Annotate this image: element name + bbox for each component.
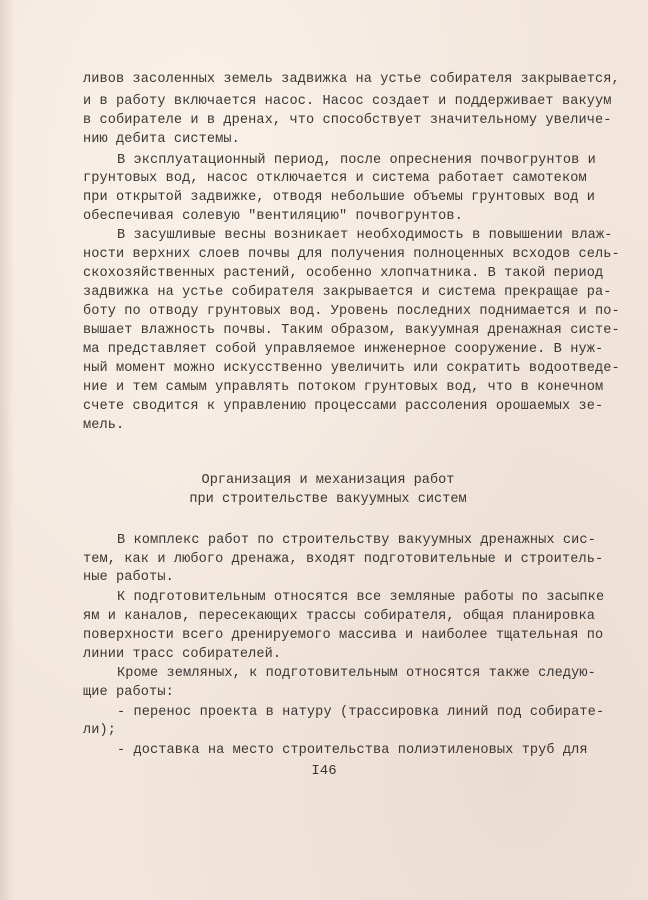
text-line: в собирателе и в дренах, что способствует значительному увеличе- (83, 113, 612, 128)
text-line: скохозяйственных растений, особенно хлопчатника. В такой период (83, 266, 604, 281)
text-line: ный момент можно искусственно увеличить или сократить водоотведе- (83, 361, 620, 376)
section-heading-line-2: при строительстве вакуумных систем (189, 492, 467, 507)
text-line: задвижка на устье собирателя закрывается и система прекращае ра- (83, 285, 612, 300)
text-line: щие работы: (83, 685, 174, 700)
list-item: - перенос проекта в натуру (трассировка линий под собирате- (117, 705, 605, 720)
text-line: грунтовых вод, насос отключается и система работает самотеком (83, 171, 587, 186)
text-line: мель. (83, 418, 125, 433)
section-heading-line-1: Организация и механизация работ (201, 473, 455, 488)
text-line: ливов засоленных земель задвижка на устье собирателя закрывается, (83, 72, 620, 87)
text-line: В засушливые весны возникает необходимость в повышении влаж- (117, 228, 613, 243)
text-line: ние и тем самым управлять потоком грунтовых вод, что в конечном (83, 380, 604, 395)
text-line: ям и каналов, пересекающих трассы собирателя, общая планировка (83, 609, 595, 624)
text-line: линии трасс собирателей. (83, 647, 282, 662)
text-line: ные работы. (83, 570, 174, 585)
text-line: В эксплуатационный период, после опреснения почвогрунтов и (117, 153, 596, 168)
list-item: - доставка на место строительства полиэтиленовых труб для (117, 743, 588, 758)
page-number: I46 (311, 763, 337, 779)
text-line: ности верхних слоев почвы для получения полноценных всходов сель- (83, 247, 620, 262)
text-line: Кроме земляных, к подготовительным относятся также следую- (117, 666, 596, 681)
text-line: при открытой задвижке, отводя небольшие объемы грунтовых вод и (83, 190, 595, 205)
text-line: нию дебита системы. (83, 132, 240, 147)
text-line: тем, как и любого дренажа, входят подготовительные и строитель- (83, 552, 604, 567)
text-line: счете сводится к управлению процессами рассоления орошаемых зе- (83, 399, 604, 414)
text-line: В комплекс работ по строительству вакуумных дренажных сис- (117, 533, 596, 548)
text-line: и в работу включается насос. Насос создает и поддерживает вакуум (83, 94, 612, 109)
text-line: вышает влажность почвы. Таким образом, вакуумная дренажная систе- (83, 323, 620, 338)
text-line: ли); (83, 723, 117, 738)
text-line: ма представляет собой управляемое инженерное сооружение. В нуж- (83, 342, 604, 357)
text-line: поверхности всего дренируемого массива и наиболее тщательная по (83, 628, 604, 643)
text-line: боту по отводу грунтовых вод. Уровень последних поднимается и по- (83, 304, 620, 319)
text-line: К подготовительным относятся все земляные работы по засыпке (117, 590, 605, 605)
text-line: обеспечивая солевую "вентиляцию" почвогрунтов. (83, 209, 463, 224)
